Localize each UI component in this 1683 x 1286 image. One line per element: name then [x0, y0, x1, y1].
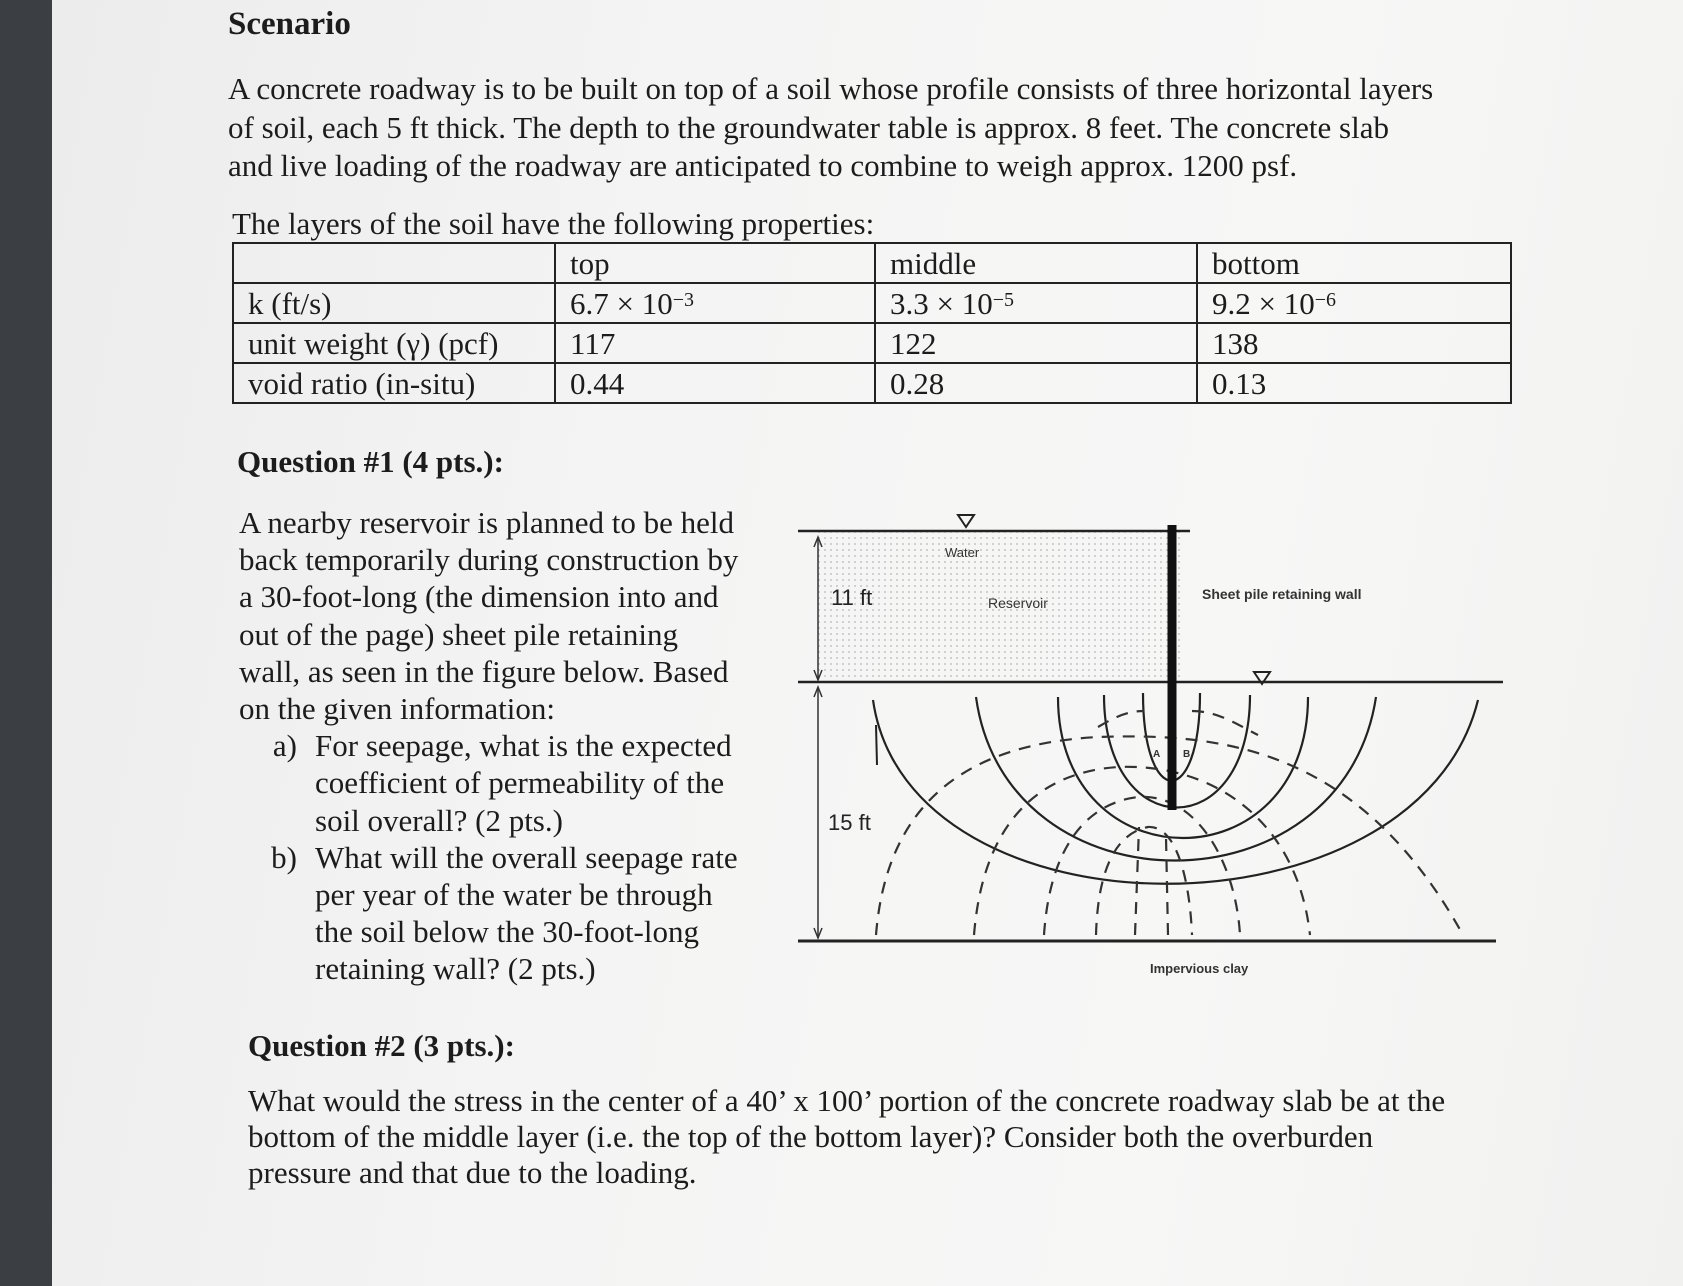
q1-part-b	[239, 839, 799, 988]
row-label: k (ft/s)	[233, 283, 555, 323]
q1-line: a 30-foot-long (the dimension into and	[239, 579, 719, 615]
dim-lower-label: 15 ft	[828, 810, 871, 835]
question2-heading: Question #2 (3 pts.):	[248, 1028, 515, 1063]
wall-label: Sheet pile retaining wall	[1202, 586, 1362, 602]
soil-properties-table	[232, 242, 1512, 404]
scenario-line: and live loading of the roadway are anticipated to combine to weigh approx. 1200 psf.	[228, 148, 1298, 183]
q2-line: What would the stress in the center of a 40’ x 100’ portion of the concrete roadway slab be at the	[248, 1083, 1446, 1118]
reservoir-label: Reservoir	[988, 595, 1048, 611]
equipotential-line	[1135, 827, 1168, 935]
table-cell: 0.13	[1197, 363, 1511, 403]
q2-line: pressure and that due to the loading.	[248, 1155, 697, 1190]
row-label: unit weight (γ) (pcf)	[233, 323, 555, 363]
table-header-bottom: bottom	[1197, 243, 1511, 283]
table-cell: 138	[1197, 323, 1511, 363]
q1-line: wall, as seen in the figure below. Based	[239, 653, 729, 689]
question1-body	[239, 504, 799, 988]
table-row	[233, 363, 1511, 403]
table-intro: The layers of the soil have the following properties:	[232, 206, 875, 241]
q1-part-line: per year of the water be through	[315, 877, 713, 913]
dim-upper-label: 11 ft	[831, 585, 873, 610]
table-cell: 0.28	[875, 363, 1197, 403]
flow-line	[1058, 697, 1308, 838]
table-header-row	[233, 243, 1511, 283]
part-label: b)	[271, 839, 297, 875]
table-cell: 122	[875, 323, 1197, 363]
impervious-clay-label: Impervious clay	[1150, 961, 1249, 976]
table-row	[233, 283, 1511, 323]
table-header-blank	[233, 243, 555, 283]
q1-line: on the given information:	[239, 691, 555, 727]
point-b-label: B	[1183, 749, 1191, 760]
q1-part-line: the soil below the 30-foot-long	[315, 914, 699, 950]
point-a-label: A	[1153, 749, 1161, 760]
flow-line-start	[876, 725, 877, 765]
equipotential-line	[1098, 711, 1258, 735]
table-header-middle: middle	[875, 243, 1197, 283]
equipotential-line	[974, 767, 1310, 935]
document-page	[52, 0, 1683, 1286]
equipotential-line	[1044, 797, 1240, 935]
q1-part-a	[239, 727, 799, 839]
table-cell: 117	[555, 323, 875, 363]
water-label: Water	[945, 545, 980, 560]
water-level-icon	[958, 515, 974, 527]
scenario-line: A concrete roadway is to be built on top of a soil whose profile consists of three horizontal layers	[228, 71, 1434, 106]
q1-part-line: coefficient of permeability of the	[315, 765, 725, 801]
scenario-line: of soil, each 5 ft thick. The depth to the groundwater table is approx. 8 feet. The concrete slab	[228, 109, 1389, 145]
part-label: a)	[272, 728, 297, 764]
q1-part-line: For seepage, what is the expected	[315, 728, 732, 764]
table-row	[233, 323, 1511, 363]
q1-line: out of the page) sheet pile retaining	[239, 616, 679, 652]
scenario-paragraph	[228, 70, 1608, 186]
q1-part-line: retaining wall? (2 pts.)	[315, 951, 596, 987]
flow-net-figure	[798, 505, 1508, 985]
scenario-heading: Scenario	[228, 6, 351, 42]
q2-line: bottom of the middle layer (i.e. the top of the bottom layer)? Consider both the overburden	[248, 1119, 1374, 1154]
flow-line	[1104, 695, 1250, 808]
q1-part-line: What will the overall seepage rate	[315, 839, 738, 875]
row-label: void ratio (in-situ)	[233, 363, 555, 403]
question2-body	[248, 1083, 1668, 1191]
table-cell: $3.3 \times 10^{-5}$	[875, 283, 1197, 323]
q1-line: A nearby reservoir is planned to be held	[239, 505, 734, 540]
table-cell: $6.7 \times 10^{-3}$	[555, 283, 875, 323]
question1-heading: Question #1 (4 pts.):	[237, 444, 504, 479]
q1-line: back temporarily during construction by	[239, 542, 739, 578]
table-header-top: top	[555, 243, 875, 283]
table-cell: 0.44	[555, 363, 875, 403]
table-cell: $9.2 \times 10^{-6}$	[1197, 283, 1511, 323]
q1-part-line: soil overall? (2 pts.)	[315, 802, 563, 838]
